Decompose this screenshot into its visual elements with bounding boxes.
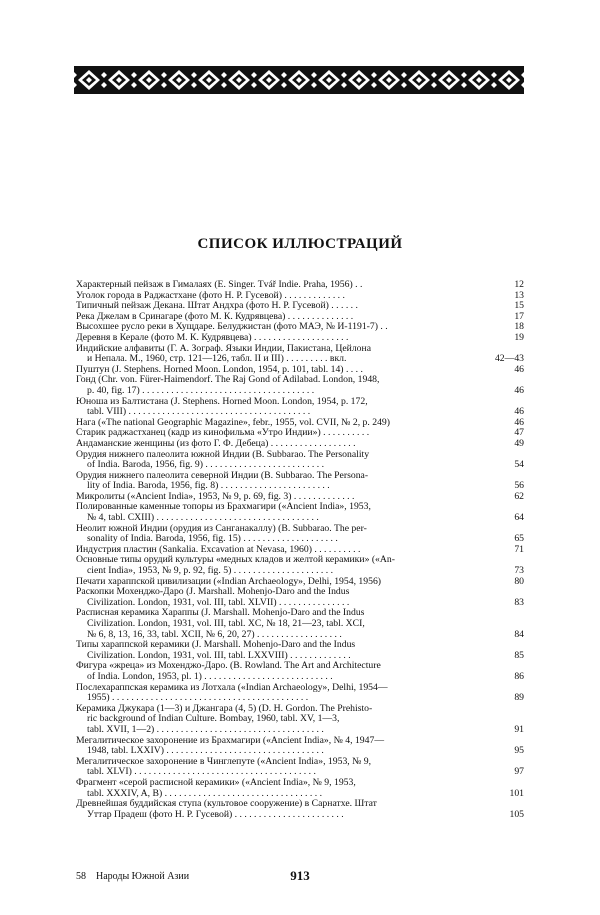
- entry-page-number: 101: [509, 787, 524, 799]
- entry-caption-line: Полированные каменные топоры из Брахмагири («Ancient India», 1953,: [76, 502, 371, 513]
- entry-page-number: 97: [514, 766, 524, 778]
- entry-page-number: 83: [514, 596, 524, 608]
- entry-page-number: 71: [514, 543, 524, 555]
- list-item: [76, 291, 524, 302]
- entry-caption-line: Раскопки Мохенджо-Даро (J. Marshall. Mohenjo-Daro and the Indus: [76, 587, 350, 598]
- entry-caption: [76, 736, 484, 757]
- entry-caption-line: of India. Baroda, 1956, fig. 9) . . . . . . . . . . . . . . . . . . . . . . . . .: [87, 460, 325, 471]
- page-footer: [76, 868, 524, 884]
- list-item: [76, 524, 524, 545]
- entry-caption-line: Неолит южной Индии (орудия из Санганакаллу) (B. Subbarao. The per-: [76, 523, 367, 534]
- list-item: [76, 577, 524, 588]
- entry-caption-line: Расписная керамика Хараппы (J. Marshall. Mohenjo-Daro and the Indus: [76, 608, 365, 619]
- list-item: [76, 704, 524, 736]
- entry-caption: [76, 375, 484, 396]
- entry-page-number: 84: [514, 628, 524, 640]
- entry-caption-line: Андаманские женщины (из фото Г. Ф. Дебеца) . . . . . . . . . . . . . . . . . .: [76, 438, 356, 449]
- entry-page-number: 65: [514, 533, 524, 545]
- entry-caption-line: Старик раджастханец (кадр из кинофильма «Утро Индии») . . . . . . . . . .: [76, 428, 370, 439]
- entry-caption-line: Печати хараппской цивилизации («Indian Archaeology», Delhi, 1954, 1956): [76, 576, 382, 587]
- list-item: [76, 799, 524, 820]
- list-item: [76, 333, 524, 344]
- entry-caption-line: tabl. VIII) . . . . . . . . . . . . . . . . . . . . . . . . . . . . . . . . . . . . . .: [87, 407, 311, 418]
- list-item: [76, 322, 524, 333]
- entry-caption: [76, 301, 484, 312]
- entry-page-number: 91: [514, 723, 524, 735]
- entry-caption: [76, 344, 484, 365]
- list-item: [76, 757, 524, 778]
- decorative-ornament-band: [74, 66, 524, 94]
- entry-page-number: 17: [514, 310, 524, 322]
- list-item: [76, 397, 524, 418]
- signature-title: Народы Южной Азии: [96, 871, 190, 882]
- entry-page-number: 105: [509, 808, 524, 820]
- entry-caption-line: Орудия нижнего палеолита северной Индии (B. Subbarao. The Persona-: [76, 470, 369, 481]
- page-number: 913: [290, 868, 310, 883]
- entry-caption-line: Типичный пейзаж Декана. Штат Андхра (фото Н. Р. Гусевой) . . . . . .: [76, 301, 358, 312]
- entry-caption-line: ric background of Indian Culture. Bombay, 1960, tabl. XV, 1—3,: [87, 714, 340, 725]
- entry-caption-line: Мегалитическое захоронение из Брахмагири («Ancient India», № 4, 1947—: [76, 735, 385, 746]
- entry-caption: [76, 502, 484, 523]
- entry-caption-line: 1948, tabl. LXXIV) . . . . . . . . . . . . . . . . . . . . . . . . . . . . . . . . .: [87, 746, 324, 757]
- list-item: [76, 439, 524, 450]
- entry-caption-line: 1955) . . . . . . . . . . . . . . . . . . . . . . . . . . . . . . . . . . . . . . . . .: [87, 693, 309, 704]
- illustrations-list: [76, 280, 524, 820]
- list-item: [76, 428, 524, 439]
- list-item: [76, 545, 524, 556]
- entry-caption: [76, 450, 484, 471]
- entry-caption-line: cient India», 1953, № 9, p. 92, fig. 5) . . . . . . . . . . . . . . . . . . . . .: [87, 566, 334, 577]
- entry-caption: [76, 524, 484, 545]
- entry-caption: [76, 365, 484, 376]
- entry-caption-line: Уголок города в Раджастхане (фото Н. Р. Гусевой) . . . . . . . . . . . . .: [76, 290, 345, 301]
- entry-caption-line: of India. London, 1953, pl. 1) . . . . . . . . . . . . . . . . . . . . . . . . . . .: [87, 671, 333, 682]
- entry-caption-line: Орудия нижнего палеолита южной Индии (B. Subbarao. The Personality: [76, 449, 370, 460]
- entry-page-number: 86: [514, 670, 524, 682]
- entry-caption-line: № 6, 8, 13, 16, 33, tabl. XCII, № 6, 20, 27) . . . . . . . . . . . . . . . . . .: [87, 629, 342, 640]
- entry-caption: [76, 555, 484, 576]
- entry-caption-line: Микролиты («Ancient India», 1953, № 9, p. 69, fig. 3) . . . . . . . . . . . . .: [76, 491, 355, 502]
- entry-caption: [76, 577, 484, 588]
- entry-page-number: 46: [514, 416, 524, 428]
- entry-caption-line: Civilization. London, 1931, vol. III, tabl. XC, № 18, 21—23, tabl. XCI,: [87, 619, 365, 629]
- entry-caption: [76, 608, 484, 640]
- entry-caption-line: Керамика Джукара (1—3) и Джангара (4, 5) (D. H. Gordon. The Prehisto-: [76, 703, 373, 714]
- entry-caption-line: Civilization. London, 1931, vol. III, tabl. LXXVIII) . . . . . . . . . . . . .: [87, 650, 351, 661]
- list-item: [76, 555, 524, 576]
- entry-page-number: 89: [514, 692, 524, 704]
- list-item: [76, 375, 524, 396]
- list-item: [76, 683, 524, 704]
- list-item: [76, 280, 524, 291]
- entry-page-number: 54: [514, 459, 524, 471]
- list-item: [76, 502, 524, 523]
- list-item: [76, 492, 524, 503]
- entry-caption: [76, 428, 484, 439]
- entry-caption: [76, 439, 484, 450]
- entry-caption: [76, 280, 484, 291]
- list-item: [76, 736, 524, 757]
- entry-caption: [76, 799, 484, 820]
- entry-page-number: 47: [514, 427, 524, 439]
- entry-page-number: 62: [514, 490, 524, 502]
- entry-page-number: 49: [514, 437, 524, 449]
- entry-caption: [76, 312, 484, 323]
- entry-caption-line: Нага («The national Geographic Magazine», febr., 1955, vol. CVII, № 2, p. 249): [76, 417, 390, 428]
- entry-caption: [76, 322, 484, 333]
- entry-caption-line: tabl. XVII, 1—2) . . . . . . . . . . . . . . . . . . . . . . . . . . . . . . . . . . .: [87, 724, 324, 735]
- entry-caption-line: Гонд (Chr. von. Fürer-Haimendorf. The Raj Gond of Adilabad. London, 1948,: [76, 375, 380, 386]
- entry-caption-line: Древнейшая буддийская ступа (культовое сооружение) в Сарнатхе. Штат: [76, 799, 377, 810]
- list-item: [76, 301, 524, 312]
- entry-caption-line: Характерный пейзаж в Гималаях (E. Singer. Tvář Indie. Praha, 1956) . .: [76, 280, 363, 290]
- entry-caption-line: Основные типы орудий культуры «медных кладов и желтой керамики» («An-: [76, 555, 395, 566]
- list-item: [76, 365, 524, 376]
- entry-caption-line: и Непала. М., 1960, стр. 121—126, табл. II и III) . . . . . . . . . вкл.: [87, 354, 347, 365]
- list-item: [76, 471, 524, 492]
- list-item: [76, 587, 524, 608]
- entry-caption: [76, 683, 484, 704]
- entry-caption: [76, 587, 484, 608]
- entry-caption-line: № 4, tabl. CXIII) . . . . . . . . . . . . . . . . . . . . . . . . . . . . . . . . . .: [87, 513, 319, 524]
- entry-caption-line: Юноша из Балтистана (J. Stephens. Horned Moon. London, 1954, p. 172,: [76, 396, 368, 407]
- entry-caption-line: Река Джелам в Сринагаре (фото М. К. Кудрявцева) . . . . . . . . . . . . . .: [76, 311, 354, 322]
- entry-page-number: 95: [514, 745, 524, 757]
- entry-page-number: 80: [514, 575, 524, 587]
- entry-caption-line: tabl. XXXIV, A, B) . . . . . . . . . . . . . . . . . . . . . . . . . . . . . . . . .: [87, 788, 323, 799]
- entry-page-number: 56: [514, 480, 524, 492]
- entry-caption: [76, 471, 484, 492]
- entry-caption: [76, 492, 484, 503]
- entry-caption-line: Civilization. London, 1931, vol. III, tabl. XLVII) . . . . . . . . . . . . . . .: [87, 597, 350, 608]
- entry-page-number: 64: [514, 512, 524, 524]
- entry-page-number: 85: [514, 649, 524, 661]
- entry-caption: [76, 333, 484, 344]
- entry-caption: [76, 291, 484, 302]
- entry-page-number: 46: [514, 384, 524, 396]
- entry-caption-line: Послехараппская керамика из Лотхала («Indian Archaeology», Delhi, 1954—: [76, 682, 388, 693]
- entry-caption: [76, 704, 484, 736]
- entry-page-number: 13: [514, 289, 524, 301]
- entry-caption-line: sonality of India. Baroda, 1956, fig. 15) . . . . . . . . . . . . . . . . . . . .: [87, 534, 338, 545]
- entry-page-number: 15: [514, 300, 524, 312]
- entry-caption-line: lity of India. Baroda, 1956, fig. 8) . . . . . . . . . . . . . . . . . . . . . . .: [87, 481, 330, 492]
- list-item: [76, 778, 524, 799]
- signature-number: 58: [76, 871, 86, 882]
- entry-caption-line: Уттар Прадеш (фото Н. Р. Гусевой) . . . . . . . . . . . . . . . . . . . . . . .: [87, 809, 344, 820]
- page-title: СПИСОК ИЛЛЮСТРАЦИЙ: [197, 236, 403, 252]
- entry-caption-line: Фигура «жреца» из Мохенджо-Даро. (B. Rowland. The Art and Architecture: [76, 661, 381, 672]
- list-item: [76, 661, 524, 682]
- entry-page-number: 42—43: [494, 353, 524, 365]
- list-item: [76, 312, 524, 323]
- list-item: [76, 344, 524, 365]
- entry-page-number: 18: [514, 321, 524, 333]
- entry-caption-line: Мегалитическое захоронение в Чинглепуте («Ancient India», 1953, № 9,: [76, 756, 372, 767]
- list-item: [76, 418, 524, 429]
- entry-caption: [76, 640, 484, 661]
- entry-page-number: 19: [514, 331, 524, 343]
- entry-caption: [76, 418, 484, 429]
- entry-page-number: 46: [514, 363, 524, 375]
- entry-caption: [76, 778, 484, 799]
- entry-caption: [76, 757, 484, 778]
- entry-page-number: 46: [514, 406, 524, 418]
- list-item: [76, 608, 524, 640]
- entry-caption-line: Фрагмент «серой расписной керамики» («Ancient India», № 9, 1953,: [76, 777, 356, 788]
- entry-caption: [76, 661, 484, 682]
- entry-caption-line: Типы хараппской керамики (J. Marshall. Mohenjo-Daro and the Indus: [76, 640, 356, 651]
- entry-caption-line: tabl. XLVI) . . . . . . . . . . . . . . . . . . . . . . . . . . . . . . . . . . . . . .: [87, 767, 316, 778]
- entry-caption-line: Высохшее русло реки в Хущдаре. Белуджистан (фото МАЭ, № И-1191-7) . .: [76, 322, 388, 333]
- entry-caption-line: Индустрия пластин (Sankalia. Excavation at Nevasa, 1960) . . . . . . . . . .: [76, 544, 361, 555]
- entry-caption-line: Пуштун (J. Stephens. Horned Moon. London, 1954, p. 101, tabl. 14) . . . .: [76, 364, 363, 375]
- entry-caption: [76, 545, 484, 556]
- entry-page-number: 73: [514, 565, 524, 577]
- entry-caption-line: Деревня в Керале (фото М. К. Кудрявцева) . . . . . . . . . . . . . . . . . . . .: [76, 332, 349, 343]
- list-item: [76, 450, 524, 471]
- entry-caption-line: p. 40, fig. 17) . . . . . . . . . . . . . . . . . . . . . . . . . . . . . . . . . . . .: [87, 385, 315, 396]
- entry-caption-line: Индийские алфавиты (Г. А. Зограф. Языки Индии, Пакистана, Цейлона: [76, 343, 371, 354]
- entry-page-number: 12: [514, 279, 524, 290]
- list-item: [76, 640, 524, 661]
- entry-caption: [76, 397, 484, 418]
